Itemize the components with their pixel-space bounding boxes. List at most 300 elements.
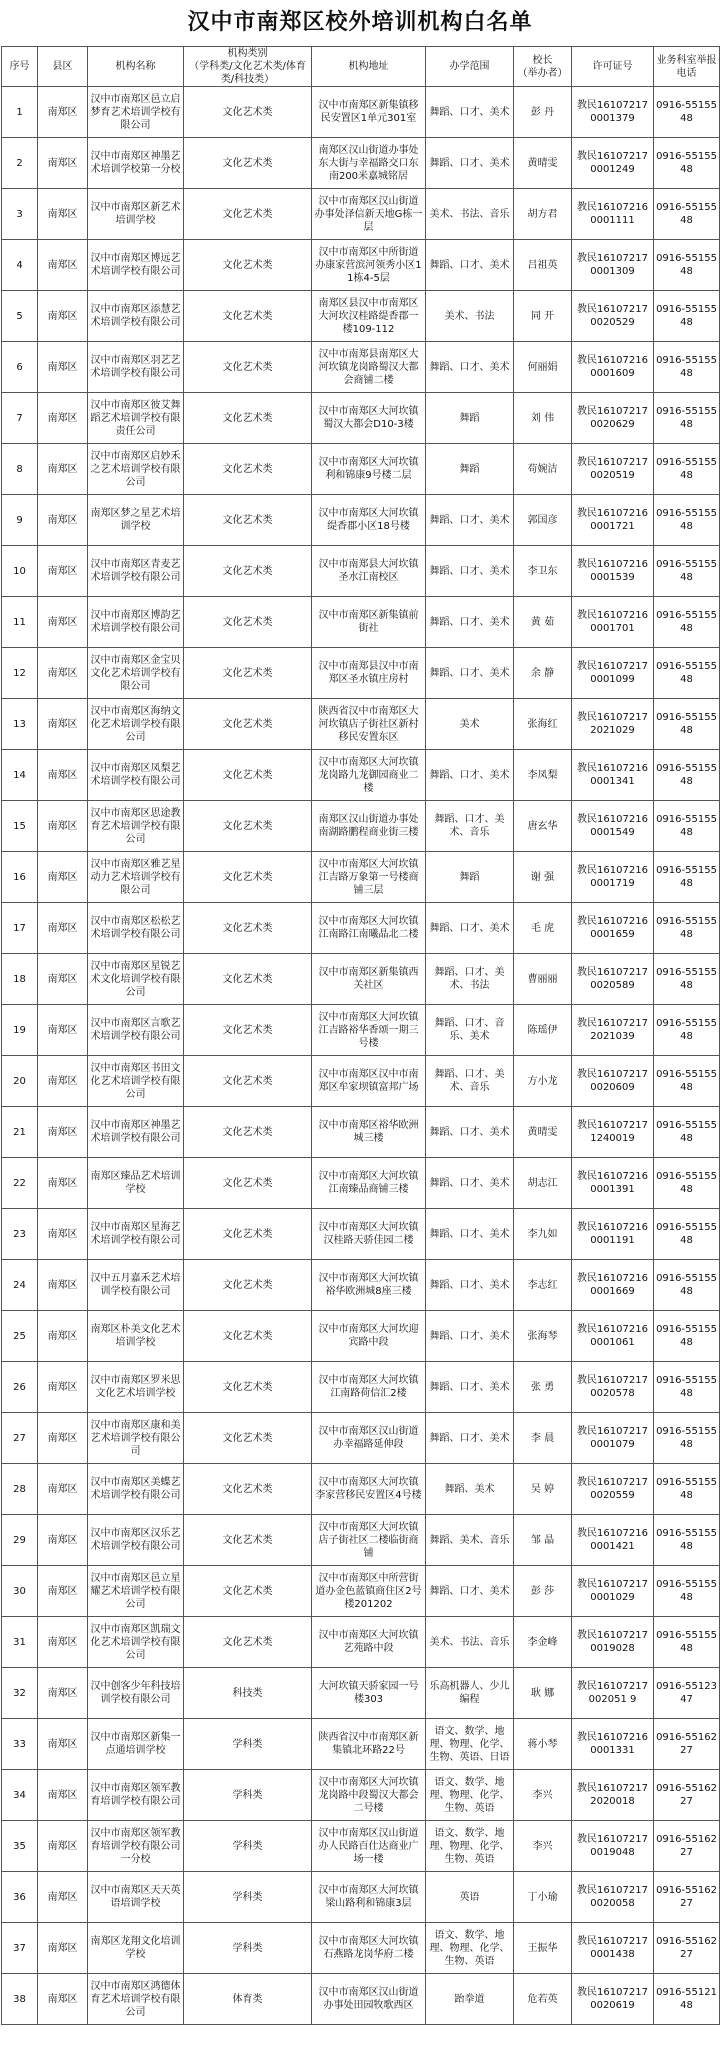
cell-county: 南郑区 bbox=[38, 138, 88, 189]
cell-org-category: 文化艺术类 bbox=[184, 291, 312, 342]
cell-org-name: 汉中市南郑区汉乐艺术培训学校有限公司 bbox=[88, 1515, 184, 1566]
cell-scope: 舞蹈 bbox=[426, 393, 514, 444]
cell-principal: 李 晨 bbox=[514, 1413, 572, 1464]
cell-index: 26 bbox=[2, 1362, 38, 1413]
cell-org-category: 文化艺术类 bbox=[184, 240, 312, 291]
cell-org-address: 汉中市南郑区汉山街道办人民路百仕达商业广场一楼 bbox=[312, 1821, 426, 1872]
cell-org-address: 南郑区县汉中市南郑区大河坎汉桂路缇香郡一楼109-112 bbox=[312, 291, 426, 342]
cell-org-address: 汉中市南郑区大河坎镇石燕路龙岗华府二楼 bbox=[312, 1923, 426, 1974]
cell-county: 南郑区 bbox=[38, 189, 88, 240]
table-row bbox=[2, 1464, 720, 1515]
cell-scope: 舞蹈、口才、美术 bbox=[426, 903, 514, 954]
cell-principal: 李九如 bbox=[514, 1209, 572, 1260]
cell-org-category: 文化艺术类 bbox=[184, 1311, 312, 1362]
cell-phone: 0916-5516227 bbox=[654, 1719, 720, 1770]
cell-license: 教民161072172021039 bbox=[572, 1005, 654, 1056]
cell-org-name: 汉中市南郑区罗米思文化艺术培训学校 bbox=[88, 1362, 184, 1413]
cell-org-address: 汉中市南郑区新集镇西关社区 bbox=[312, 954, 426, 1005]
cell-phone: 0916-5515548 bbox=[654, 1617, 720, 1668]
cell-phone: 0916-5515548 bbox=[654, 1209, 720, 1260]
cell-county: 南郑区 bbox=[38, 1260, 88, 1311]
cell-license: 教民161072170001249 bbox=[572, 138, 654, 189]
cell-county: 南郑区 bbox=[38, 1566, 88, 1617]
cell-scope: 舞蹈、口才、美术 bbox=[426, 1107, 514, 1158]
cell-scope: 舞蹈、美术 bbox=[426, 1464, 514, 1515]
cell-scope: 舞蹈、口才、美术 bbox=[426, 1362, 514, 1413]
table-row bbox=[2, 189, 720, 240]
cell-org-address: 汉中市南郑县汉中市南郑区圣水镇庄房村 bbox=[312, 648, 426, 699]
cell-org-category: 文化艺术类 bbox=[184, 597, 312, 648]
table-row bbox=[2, 1617, 720, 1668]
cell-county: 南郑区 bbox=[38, 1158, 88, 1209]
cell-phone: 0916-5515548 bbox=[654, 291, 720, 342]
cell-org-address: 汉中市南郑区汉山街道办事处泽信新天地G栋一层 bbox=[312, 189, 426, 240]
cell-org-address: 汉中市南郑区大河坎镇汉桂路天骄佳园二楼 bbox=[312, 1209, 426, 1260]
cell-phone: 0916-5516227 bbox=[654, 1770, 720, 1821]
cell-scope: 舞蹈、口才、美术 bbox=[426, 1209, 514, 1260]
cell-principal: 邹 晶 bbox=[514, 1515, 572, 1566]
cell-org-category: 文化艺术类 bbox=[184, 750, 312, 801]
cell-county: 南郑区 bbox=[38, 597, 88, 648]
cell-scope: 舞蹈、美术、音乐 bbox=[426, 1515, 514, 1566]
cell-phone: 0916-5515548 bbox=[654, 699, 720, 750]
cell-org-category: 文化艺术类 bbox=[184, 393, 312, 444]
table-row bbox=[2, 1107, 720, 1158]
cell-principal: 李凤梨 bbox=[514, 750, 572, 801]
table-body bbox=[2, 87, 720, 2025]
cell-org-name: 汉中市南郑区邑立启梦育艺术培训学校有限公司 bbox=[88, 87, 184, 138]
cell-license: 教民161072170020519 bbox=[572, 444, 654, 495]
cell-scope: 美术、书法 bbox=[426, 291, 514, 342]
cell-index: 9 bbox=[2, 495, 38, 546]
cell-phone: 0916-5512347 bbox=[654, 1668, 720, 1719]
cell-license: 教民161072160001341 bbox=[572, 750, 654, 801]
cell-scope: 舞蹈 bbox=[426, 852, 514, 903]
cell-county: 南郑区 bbox=[38, 1209, 88, 1260]
cell-county: 南郑区 bbox=[38, 1974, 88, 2025]
cell-phone: 0916-5515548 bbox=[654, 1005, 720, 1056]
cell-index: 7 bbox=[2, 393, 38, 444]
cell-scope: 舞蹈、口才、美术 bbox=[426, 750, 514, 801]
cell-org-category: 科技类 bbox=[184, 1668, 312, 1719]
cell-index: 29 bbox=[2, 1515, 38, 1566]
cell-phone: 0916-5515548 bbox=[654, 1107, 720, 1158]
cell-org-category: 文化艺术类 bbox=[184, 1005, 312, 1056]
table-row bbox=[2, 1566, 720, 1617]
cell-scope: 美术、书法、音乐 bbox=[426, 1617, 514, 1668]
cell-org-address: 汉中市南郑县南郑区大河坎镇龙岗路蜀汉大都会商铺二楼 bbox=[312, 342, 426, 393]
table-row bbox=[2, 1821, 720, 1872]
cell-org-address: 汉中市南郑区大河坎镇利和锦康9号楼二层 bbox=[312, 444, 426, 495]
cell-org-category: 文化艺术类 bbox=[184, 1260, 312, 1311]
cell-org-name: 汉中市南郑区康和美艺术培训学校有限公司 bbox=[88, 1413, 184, 1464]
header-principal: 校长 （举办者） bbox=[514, 47, 572, 87]
cell-county: 南郑区 bbox=[38, 699, 88, 750]
cell-license: 教民161072160001549 bbox=[572, 801, 654, 852]
cell-principal: 陈瑶伊 bbox=[514, 1005, 572, 1056]
cell-principal: 何丽娟 bbox=[514, 342, 572, 393]
table-row bbox=[2, 954, 720, 1005]
cell-principal: 苟婉洁 bbox=[514, 444, 572, 495]
cell-index: 4 bbox=[2, 240, 38, 291]
cell-org-address: 汉中市南郑区大河坎镇江吉路裕华香颂一期三号楼 bbox=[312, 1005, 426, 1056]
cell-org-category: 文化艺术类 bbox=[184, 1566, 312, 1617]
cell-org-category: 文化艺术类 bbox=[184, 648, 312, 699]
cell-license: 教民161072170001379 bbox=[572, 87, 654, 138]
cell-org-address: 汉中市南郑县大河坎镇圣水江南校区 bbox=[312, 546, 426, 597]
cell-phone: 0916-5515548 bbox=[654, 393, 720, 444]
cell-principal: 刘 伟 bbox=[514, 393, 572, 444]
cell-index: 28 bbox=[2, 1464, 38, 1515]
cell-scope: 舞蹈、口才、美术 bbox=[426, 546, 514, 597]
cell-principal: 毛 虎 bbox=[514, 903, 572, 954]
cell-scope: 美术 bbox=[426, 699, 514, 750]
cell-org-name: 汉中创客少年科技培训学校有限公司 bbox=[88, 1668, 184, 1719]
cell-county: 南郑区 bbox=[38, 852, 88, 903]
cell-index: 16 bbox=[2, 852, 38, 903]
cell-org-address: 汉中市南郑区汉山街道办幸福路延伸段 bbox=[312, 1413, 426, 1464]
cell-principal: 余 静 bbox=[514, 648, 572, 699]
cell-org-address: 汉中市南郑区汉中市南郑区牟家坝镇富邦广场 bbox=[312, 1056, 426, 1107]
table-row bbox=[2, 291, 720, 342]
cell-principal: 吴 婷 bbox=[514, 1464, 572, 1515]
table-row bbox=[2, 546, 720, 597]
cell-org-name: 汉中市南郑区启妙禾之艺术培训学校有限公司 bbox=[88, 444, 184, 495]
cell-phone: 0916-5515548 bbox=[654, 189, 720, 240]
cell-index: 12 bbox=[2, 648, 38, 699]
cell-org-category: 文化艺术类 bbox=[184, 342, 312, 393]
cell-org-category: 学科类 bbox=[184, 1923, 312, 1974]
table-row bbox=[2, 87, 720, 138]
cell-index: 19 bbox=[2, 1005, 38, 1056]
cell-org-name: 汉中市南郑区美蝶艺术培训学校有限公司 bbox=[88, 1464, 184, 1515]
cell-principal: 李兴 bbox=[514, 1770, 572, 1821]
cell-org-address: 汉中市南郑区新集镇移民安置区1单元301室 bbox=[312, 87, 426, 138]
cell-principal: 彭 丹 bbox=[514, 87, 572, 138]
cell-license: 教民161072160001391 bbox=[572, 1158, 654, 1209]
cell-county: 南郑区 bbox=[38, 1515, 88, 1566]
cell-index: 10 bbox=[2, 546, 38, 597]
cell-principal: 王振华 bbox=[514, 1923, 572, 1974]
cell-county: 南郑区 bbox=[38, 546, 88, 597]
cell-county: 南郑区 bbox=[38, 342, 88, 393]
cell-org-name: 汉中市南郑区凯瑞文化艺术培训学校有限公司 bbox=[88, 1617, 184, 1668]
cell-org-name: 汉中市南郑区领军教育培训学校有限公司一分校 bbox=[88, 1821, 184, 1872]
cell-license: 教民161072170001438 bbox=[572, 1923, 654, 1974]
header-index: 序号 bbox=[2, 47, 38, 87]
cell-org-category: 文化艺术类 bbox=[184, 699, 312, 750]
cell-org-address: 汉中市南郑区大河坎镇李家营移民安置区4号楼 bbox=[312, 1464, 426, 1515]
cell-license: 教民161072160001111 bbox=[572, 189, 654, 240]
cell-org-name: 汉中市南郑区雅艺星动力艺术培训学校有限公司 bbox=[88, 852, 184, 903]
cell-index: 34 bbox=[2, 1770, 38, 1821]
cell-phone: 0916-5516227 bbox=[654, 1821, 720, 1872]
cell-principal: 方小龙 bbox=[514, 1056, 572, 1107]
cell-principal: 张海红 bbox=[514, 699, 572, 750]
cell-org-address: 汉中市南郑区汉山街道办事处田园牧歌西区 bbox=[312, 1974, 426, 2025]
cell-principal: 胡志江 bbox=[514, 1158, 572, 1209]
cell-phone: 0916-5516227 bbox=[654, 1923, 720, 1974]
table-row bbox=[2, 1923, 720, 1974]
cell-scope: 舞蹈、口才、美术 bbox=[426, 1413, 514, 1464]
cell-org-name: 汉中市南郑区领军教育培训学校有限公司 bbox=[88, 1770, 184, 1821]
header-county: 县区 bbox=[38, 47, 88, 87]
cell-principal: 彭 莎 bbox=[514, 1566, 572, 1617]
cell-org-category: 文化艺术类 bbox=[184, 1617, 312, 1668]
cell-phone: 0916-5516227 bbox=[654, 1872, 720, 1923]
cell-principal: 唐玄华 bbox=[514, 801, 572, 852]
cell-org-name: 南郑区梦之星艺术培训学校 bbox=[88, 495, 184, 546]
cell-org-name: 汉中市南郑区彼艾舞蹈艺术培训学校有限责任公司 bbox=[88, 393, 184, 444]
cell-license: 教民161072160001539 bbox=[572, 546, 654, 597]
cell-org-category: 体育类 bbox=[184, 1974, 312, 2025]
cell-org-address: 陕西省汉中市南郑区大河坎镇店子街社区新村移民安置东区 bbox=[312, 699, 426, 750]
cell-county: 南郑区 bbox=[38, 1617, 88, 1668]
cell-county: 南郑区 bbox=[38, 1464, 88, 1515]
cell-phone: 0916-5515548 bbox=[654, 240, 720, 291]
table-row bbox=[2, 240, 720, 291]
cell-license: 教民161072170001099 bbox=[572, 648, 654, 699]
cell-county: 南郑区 bbox=[38, 495, 88, 546]
cell-org-address: 汉中市南郑区大河坎镇江南路荷信汇2楼 bbox=[312, 1362, 426, 1413]
cell-phone: 0916-5515548 bbox=[654, 1413, 720, 1464]
cell-index: 3 bbox=[2, 189, 38, 240]
cell-phone: 0916-5515548 bbox=[654, 87, 720, 138]
cell-org-address: 汉中市南郑区大河坎镇缇香郡小区18号楼 bbox=[312, 495, 426, 546]
table-row bbox=[2, 750, 720, 801]
cell-org-address: 大河坎镇天骄家园一号楼303 bbox=[312, 1668, 426, 1719]
cell-phone: 0916-5515548 bbox=[654, 342, 720, 393]
cell-license: 教民161072160001659 bbox=[572, 903, 654, 954]
cell-index: 11 bbox=[2, 597, 38, 648]
table-row bbox=[2, 801, 720, 852]
cell-phone: 0916-5515548 bbox=[654, 903, 720, 954]
cell-org-address: 汉中市南郑区大河坎镇龙岗路中段蜀汉大都会二号楼 bbox=[312, 1770, 426, 1821]
cell-index: 17 bbox=[2, 903, 38, 954]
cell-org-name: 汉中市南郑区思途教育艺术培训学校有限公司 bbox=[88, 801, 184, 852]
cell-org-category: 文化艺术类 bbox=[184, 1515, 312, 1566]
cell-org-name: 汉中市南郑区邑立星耀艺术培训学校有限公司 bbox=[88, 1566, 184, 1617]
cell-org-category: 学科类 bbox=[184, 1770, 312, 1821]
cell-county: 南郑区 bbox=[38, 1821, 88, 1872]
cell-license: 教民161072170001309 bbox=[572, 240, 654, 291]
page-title: 汉中市南郑区校外培训机构白名单 bbox=[187, 10, 533, 35]
cell-scope: 英语 bbox=[426, 1872, 514, 1923]
cell-org-name: 南郑区朴美文化艺术培训学校 bbox=[88, 1311, 184, 1362]
cell-org-address: 南郑区汉山街道办事处东大街与幸福路交口东南200米嘉城铭居 bbox=[312, 138, 426, 189]
cell-org-category: 文化艺术类 bbox=[184, 903, 312, 954]
cell-org-category: 文化艺术类 bbox=[184, 1362, 312, 1413]
cell-principal: 同 开 bbox=[514, 291, 572, 342]
cell-principal: 丁小瑜 bbox=[514, 1872, 572, 1923]
cell-principal: 危若英 bbox=[514, 1974, 572, 2025]
table-row bbox=[2, 699, 720, 750]
cell-license: 教民161072172020018 bbox=[572, 1770, 654, 1821]
cell-license: 教民161072172021029 bbox=[572, 699, 654, 750]
cell-org-name: 汉中市南郑区博远艺术培训学校有限公司 bbox=[88, 240, 184, 291]
cell-org-category: 文化艺术类 bbox=[184, 1413, 312, 1464]
table-row bbox=[2, 1413, 720, 1464]
cell-org-address: 汉中市南郑区新集镇前街社 bbox=[312, 597, 426, 648]
cell-index: 31 bbox=[2, 1617, 38, 1668]
cell-org-category: 文化艺术类 bbox=[184, 444, 312, 495]
cell-scope: 舞蹈、口才、美术 bbox=[426, 1311, 514, 1362]
cell-org-address: 汉中市南郑区大河坎镇店子街社区二楼临街商铺 bbox=[312, 1515, 426, 1566]
cell-index: 37 bbox=[2, 1923, 38, 1974]
cell-index: 18 bbox=[2, 954, 38, 1005]
cell-scope: 美术、书法、音乐 bbox=[426, 189, 514, 240]
cell-org-address: 汉中市南郑区大河坎镇江吉路万象第一号楼商铺三层 bbox=[312, 852, 426, 903]
cell-license: 教民161072160001701 bbox=[572, 597, 654, 648]
cell-license: 教民161072170020529 bbox=[572, 291, 654, 342]
cell-county: 南郑区 bbox=[38, 1719, 88, 1770]
cell-org-address: 汉中市南郑区中所街道办康家营滨河领秀小区11栋4-5层 bbox=[312, 240, 426, 291]
whitelist-table bbox=[1, 46, 720, 2025]
cell-principal: 曹丽丽 bbox=[514, 954, 572, 1005]
cell-index: 23 bbox=[2, 1209, 38, 1260]
cell-org-category: 文化艺术类 bbox=[184, 801, 312, 852]
cell-license: 教民161072170019028 bbox=[572, 1617, 654, 1668]
cell-principal: 胡方君 bbox=[514, 189, 572, 240]
cell-org-category: 文化艺术类 bbox=[184, 495, 312, 546]
cell-principal: 耿 娜 bbox=[514, 1668, 572, 1719]
cell-org-category: 文化艺术类 bbox=[184, 1158, 312, 1209]
cell-org-category: 文化艺术类 bbox=[184, 1464, 312, 1515]
cell-org-name: 南郑区臻品艺术培训学校 bbox=[88, 1158, 184, 1209]
cell-org-address: 汉中市南郑区大河坎镇江南臻品商铺三楼 bbox=[312, 1158, 426, 1209]
table-row bbox=[2, 495, 720, 546]
cell-county: 南郑区 bbox=[38, 903, 88, 954]
cell-org-name: 汉中市南郑区神墨艺术培训学校有限公司 bbox=[88, 1107, 184, 1158]
cell-scope: 舞蹈、口才、美术、音乐 bbox=[426, 801, 514, 852]
cell-index: 14 bbox=[2, 750, 38, 801]
cell-license: 教民161072160001669 bbox=[572, 1260, 654, 1311]
cell-principal: 黄 茹 bbox=[514, 597, 572, 648]
cell-license: 教民161072170020559 bbox=[572, 1464, 654, 1515]
cell-phone: 0916-5515548 bbox=[654, 1260, 720, 1311]
cell-scope: 乐高机器人、少儿编程 bbox=[426, 1668, 514, 1719]
cell-license: 教民161072170001079 bbox=[572, 1413, 654, 1464]
cell-phone: 0916-5515548 bbox=[654, 597, 720, 648]
cell-scope: 舞蹈、口才、美术 bbox=[426, 597, 514, 648]
cell-org-category: 文化艺术类 bbox=[184, 1056, 312, 1107]
cell-org-address: 汉中市南郑区大河坎镇江南路江南曦晶北二楼 bbox=[312, 903, 426, 954]
cell-phone: 0916-5515548 bbox=[654, 495, 720, 546]
table-row bbox=[2, 1260, 720, 1311]
cell-org-name: 南郑区龙翔文化培训学校 bbox=[88, 1923, 184, 1974]
cell-county: 南郑区 bbox=[38, 1311, 88, 1362]
cell-principal: 谢 强 bbox=[514, 852, 572, 903]
cell-index: 15 bbox=[2, 801, 38, 852]
table-row bbox=[2, 342, 720, 393]
cell-scope: 舞蹈、口才、美术、书法 bbox=[426, 954, 514, 1005]
cell-license: 教民161072170020589 bbox=[572, 954, 654, 1005]
cell-principal: 李兴 bbox=[514, 1821, 572, 1872]
header-license: 许可证号 bbox=[572, 47, 654, 87]
cell-license: 教民161072171240019 bbox=[572, 1107, 654, 1158]
cell-scope: 舞蹈、口才、美术 bbox=[426, 648, 514, 699]
cell-org-name: 汉中市南郑区松松艺术培训学校有限公司 bbox=[88, 903, 184, 954]
cell-county: 南郑区 bbox=[38, 648, 88, 699]
table-row bbox=[2, 648, 720, 699]
cell-org-name: 汉中市南郑区言歌艺术培训学校有限公司 bbox=[88, 1005, 184, 1056]
cell-county: 南郑区 bbox=[38, 1872, 88, 1923]
cell-index: 21 bbox=[2, 1107, 38, 1158]
cell-scope: 舞蹈、口才、美术 bbox=[426, 342, 514, 393]
cell-license: 教民161072170020058 bbox=[572, 1872, 654, 1923]
cell-scope: 舞蹈、口才、美术 bbox=[426, 240, 514, 291]
cell-license: 教民161072170020609 bbox=[572, 1056, 654, 1107]
cell-org-name: 汉中市南郑区神墨艺术培训学校第一分校 bbox=[88, 138, 184, 189]
cell-license: 教民161072170019048 bbox=[572, 1821, 654, 1872]
cell-phone: 0916-5515548 bbox=[654, 444, 720, 495]
cell-index: 35 bbox=[2, 1821, 38, 1872]
cell-scope: 舞蹈、口才、美术 bbox=[426, 495, 514, 546]
cell-license: 教民16107217002051 9 bbox=[572, 1668, 654, 1719]
cell-org-name: 汉中市南郑区鸿德体育艺术培训学校有限公司 bbox=[88, 1974, 184, 2025]
cell-org-name: 汉中市南郑区凤梨艺术培训学校有限公司 bbox=[88, 750, 184, 801]
header-org-name: 机构名称 bbox=[88, 47, 184, 87]
cell-index: 25 bbox=[2, 1311, 38, 1362]
cell-org-name: 汉中市南郑区新艺术培训学校 bbox=[88, 189, 184, 240]
cell-scope: 舞蹈 bbox=[426, 444, 514, 495]
cell-index: 6 bbox=[2, 342, 38, 393]
cell-license: 教民161072160001721 bbox=[572, 495, 654, 546]
cell-principal: 张海琴 bbox=[514, 1311, 572, 1362]
cell-index: 36 bbox=[2, 1872, 38, 1923]
cell-org-address: 汉中市南郑区大河坎迎宾路中段 bbox=[312, 1311, 426, 1362]
cell-org-address: 汉中市南郑区大河坎镇艺苑路中段 bbox=[312, 1617, 426, 1668]
cell-county: 南郑区 bbox=[38, 87, 88, 138]
cell-scope: 语文、数学、地理、物理、化学、生物、英语、日语 bbox=[426, 1719, 514, 1770]
header-org-address: 机构地址 bbox=[312, 47, 426, 87]
table-row bbox=[2, 444, 720, 495]
cell-license: 教民161072160001719 bbox=[572, 852, 654, 903]
cell-phone: 0916-5515548 bbox=[654, 138, 720, 189]
cell-scope: 舞蹈、口才、美术 bbox=[426, 87, 514, 138]
header-phone: 业务科室举报电话 bbox=[654, 47, 720, 87]
cell-county: 南郑区 bbox=[38, 1107, 88, 1158]
cell-org-category: 学科类 bbox=[184, 1872, 312, 1923]
cell-phone: 0916-5515548 bbox=[654, 546, 720, 597]
cell-index: 8 bbox=[2, 444, 38, 495]
table-row bbox=[2, 1719, 720, 1770]
cell-principal: 李金峰 bbox=[514, 1617, 572, 1668]
cell-org-name: 汉中市南郑区金宝贝文化艺术培训学校有限公司 bbox=[88, 648, 184, 699]
cell-principal: 黄晴雯 bbox=[514, 1107, 572, 1158]
cell-org-category: 文化艺术类 bbox=[184, 138, 312, 189]
table-row bbox=[2, 393, 720, 444]
cell-org-address: 汉中市南郑区中所营街道办金色蓝镇商住区2号楼201202 bbox=[312, 1566, 426, 1617]
cell-scope: 语文、数学、地理、物理、化学、生物、英语 bbox=[426, 1821, 514, 1872]
header-scope: 办学范围 bbox=[426, 47, 514, 87]
cell-county: 南郑区 bbox=[38, 801, 88, 852]
table-row bbox=[2, 1362, 720, 1413]
cell-county: 南郑区 bbox=[38, 393, 88, 444]
cell-org-address: 汉中市南郑区大河坎镇裕华欧洲城8座三楼 bbox=[312, 1260, 426, 1311]
cell-index: 32 bbox=[2, 1668, 38, 1719]
cell-index: 13 bbox=[2, 699, 38, 750]
cell-phone: 0916-5515548 bbox=[654, 1566, 720, 1617]
cell-phone: 0916-5515548 bbox=[654, 1515, 720, 1566]
cell-phone: 0916-5515548 bbox=[654, 750, 720, 801]
cell-county: 南郑区 bbox=[38, 444, 88, 495]
cell-phone: 0916-5515548 bbox=[654, 1158, 720, 1209]
cell-principal: 李卫东 bbox=[514, 546, 572, 597]
cell-scope: 舞蹈、口才、美术 bbox=[426, 138, 514, 189]
table-row bbox=[2, 1056, 720, 1107]
cell-index: 5 bbox=[2, 291, 38, 342]
